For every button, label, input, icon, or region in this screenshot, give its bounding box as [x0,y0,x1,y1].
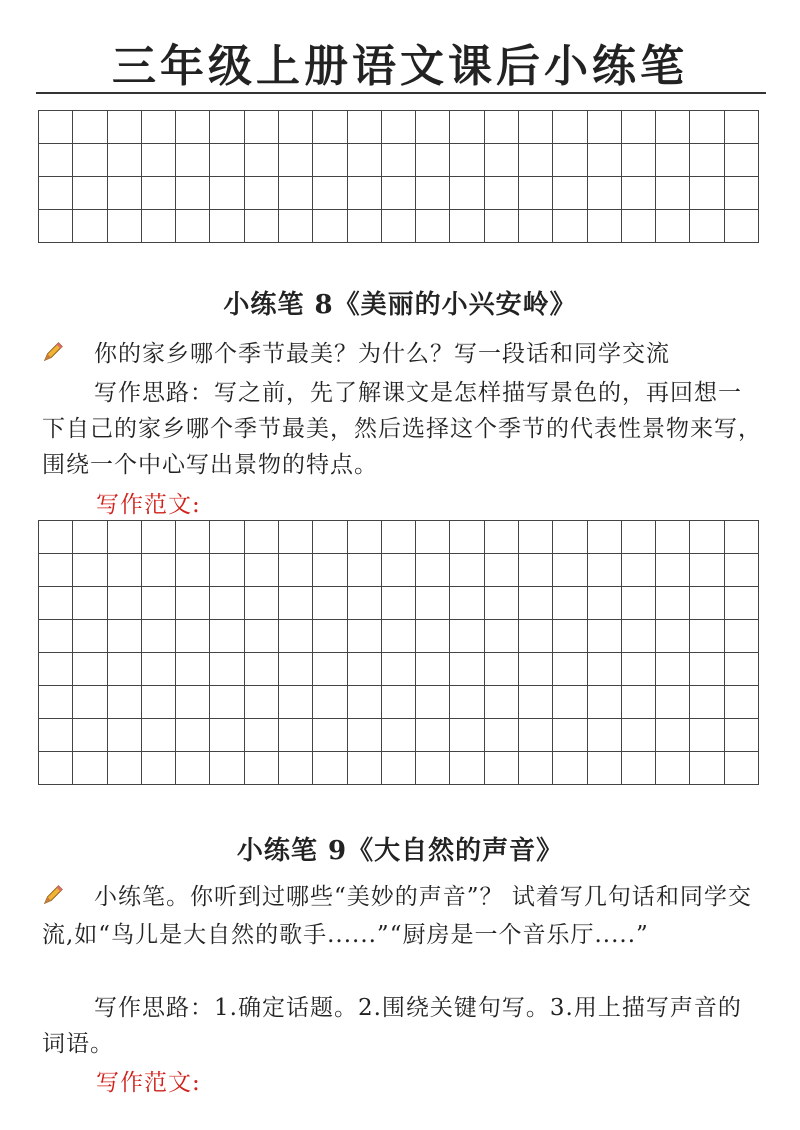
grid-cell[interactable] [656,752,690,785]
grid-cell[interactable] [108,686,142,719]
grid-cell[interactable] [382,686,416,719]
section-8-prompt [42,336,764,372]
grid-cell[interactable] [210,111,244,144]
grid-cell[interactable] [416,144,450,177]
grid-cell[interactable] [656,620,690,653]
page-title: 三年级上册语文课后小练笔 [112,41,688,92]
grid-cell[interactable] [348,554,382,587]
grid-cell[interactable] [108,521,142,554]
grid-cell[interactable] [73,177,107,210]
grid-cell[interactable] [210,144,244,177]
grid-cell[interactable] [245,144,279,177]
grid-cell[interactable] [279,111,313,144]
grid-cell[interactable] [416,752,450,785]
grid-cell[interactable] [176,111,210,144]
grid-cell[interactable] [348,686,382,719]
grid-cell[interactable] [382,111,416,144]
grid-cell[interactable] [39,587,73,620]
grid-cell[interactable] [519,587,553,620]
grid-cell[interactable] [519,620,553,653]
grid-cell[interactable] [690,653,724,686]
grid-cell[interactable] [485,752,519,785]
grid-cell[interactable] [690,111,724,144]
grid-cell[interactable] [725,210,759,243]
grid-cell[interactable] [588,144,622,177]
grid-cell[interactable] [279,210,313,243]
grid-cell[interactable] [73,210,107,243]
grid-cell[interactable] [690,620,724,653]
grid-cell[interactable] [450,521,484,554]
grid-cell[interactable] [622,752,656,785]
grid-cell[interactable] [485,521,519,554]
grid-cell[interactable] [382,752,416,785]
grid-cell[interactable] [39,686,73,719]
grid-cell[interactable] [39,653,73,686]
section-9-example-label: 写作范文: [96,1070,201,1096]
grid-cell[interactable] [416,686,450,719]
grid-cell[interactable] [519,111,553,144]
grid-cell[interactable] [622,144,656,177]
grid-cell[interactable] [656,554,690,587]
grid-cell[interactable] [313,686,347,719]
grid-cell[interactable] [279,177,313,210]
grid-cell[interactable] [416,554,450,587]
grid-cell[interactable] [210,587,244,620]
grid-cell[interactable] [210,177,244,210]
grid-cell[interactable] [588,554,622,587]
grid-cell[interactable] [622,620,656,653]
grid-cell[interactable] [348,521,382,554]
grid-cell[interactable] [382,521,416,554]
grid-cell[interactable] [725,653,759,686]
grid-cell[interactable] [279,719,313,752]
section-8-example-label: 写作范文: [96,492,201,518]
grid-cell[interactable] [279,620,313,653]
grid-cell[interactable] [313,752,347,785]
grid-cell[interactable] [210,521,244,554]
grid-cell[interactable] [485,210,519,243]
grid-cell[interactable] [313,144,347,177]
grid-cell[interactable] [485,587,519,620]
grid-cell[interactable] [656,177,690,210]
grid-cell[interactable] [553,111,587,144]
grid-cell[interactable] [690,210,724,243]
grid-cell[interactable] [450,177,484,210]
grid-cell[interactable] [73,521,107,554]
grid-cell[interactable] [176,719,210,752]
writing-grid-top[interactable] [38,110,759,243]
grid-cell[interactable] [210,653,244,686]
grid-cell[interactable] [245,587,279,620]
grid-cell[interactable] [416,653,450,686]
grid-cell[interactable] [588,620,622,653]
grid-cell[interactable] [725,686,759,719]
grid-cell[interactable] [108,210,142,243]
grid-cell[interactable] [313,587,347,620]
grid-cell[interactable] [245,719,279,752]
grid-cell[interactable] [348,620,382,653]
grid-cell[interactable] [39,620,73,653]
grid-cell[interactable] [39,177,73,210]
grid-cell[interactable] [73,653,107,686]
title-underline [36,92,766,94]
grid-cell[interactable] [725,111,759,144]
grid-cell[interactable] [416,719,450,752]
grid-cell[interactable] [690,719,724,752]
grid-cell[interactable] [348,144,382,177]
grid-cell[interactable] [622,177,656,210]
grid-cell[interactable] [382,620,416,653]
grid-cell[interactable] [553,686,587,719]
grid-cell[interactable] [382,587,416,620]
grid-cell[interactable] [485,686,519,719]
grid-cell[interactable] [142,752,176,785]
grid-cell[interactable] [313,554,347,587]
grid-cell[interactable] [73,620,107,653]
grid-cell[interactable] [142,554,176,587]
grid-cell[interactable] [553,587,587,620]
pencil-icon [42,341,64,363]
grid-cell[interactable] [313,177,347,210]
grid-cell[interactable] [279,144,313,177]
grid-cell[interactable] [588,587,622,620]
grid-cell[interactable] [210,620,244,653]
grid-cell[interactable] [416,111,450,144]
grid-cell[interactable] [382,719,416,752]
grid-cell[interactable] [656,210,690,243]
grid-cell[interactable] [142,111,176,144]
grid-cell[interactable] [108,653,142,686]
grid-cell[interactable] [416,587,450,620]
grid-cell[interactable] [690,177,724,210]
grid-cell[interactable] [176,587,210,620]
grid-cell[interactable] [519,177,553,210]
grid-cell[interactable] [656,686,690,719]
grid-cell[interactable] [39,752,73,785]
grid-cell[interactable] [519,719,553,752]
grid-cell[interactable] [622,686,656,719]
grid-cell[interactable] [725,752,759,785]
grid-cell[interactable] [245,111,279,144]
grid-cell[interactable] [176,653,210,686]
grid-cell[interactable] [108,177,142,210]
grid-cell[interactable] [382,210,416,243]
section-9-title: 小练笔 9《大自然的声音》 [236,836,564,866]
grid-cell[interactable] [348,111,382,144]
grid-cell[interactable] [73,752,107,785]
grid-cell[interactable] [382,554,416,587]
grid-cell[interactable] [73,587,107,620]
grid-cell[interactable] [588,210,622,243]
grid-cell[interactable] [176,177,210,210]
section-9-prompt-text: 小练笔。你听到过哪些“美妙的声音”？ 试着写几句话和同学交流,如“鸟儿是大自然的歌手......”“厨房是一个音乐厅.....” [42,884,752,948]
grid-cell[interactable] [176,752,210,785]
grid-cell[interactable] [725,620,759,653]
grid-cell[interactable] [485,177,519,210]
grid-cell[interactable] [382,653,416,686]
grid-cell[interactable] [108,111,142,144]
section-8-tip: 写作思路：写之前，先了解课文是怎样描写景色的，再回想一下自己的家乡哪个季节最美，然后选择这个季节的代表性景物来写，围绕一个中心写出景物的特点。 [42,380,762,478]
grid-cell[interactable] [279,521,313,554]
grid-cell[interactable] [622,554,656,587]
grid-cell[interactable] [382,144,416,177]
grid-cell[interactable] [108,587,142,620]
grid-cell[interactable] [690,686,724,719]
grid-cell[interactable] [210,752,244,785]
grid-cell[interactable] [142,144,176,177]
grid-cell[interactable] [519,210,553,243]
grid-cell[interactable] [725,144,759,177]
grid-cell[interactable] [39,554,73,587]
grid-cell[interactable] [588,177,622,210]
grid-cell[interactable] [450,752,484,785]
grid-cell[interactable] [622,210,656,243]
grid-cell[interactable] [245,620,279,653]
grid-cell[interactable] [622,719,656,752]
grid-cell[interactable] [519,653,553,686]
grid-cell[interactable] [450,144,484,177]
grid-cell[interactable] [108,719,142,752]
grid-cell[interactable] [176,521,210,554]
grid-cell[interactable] [588,521,622,554]
grid-cell[interactable] [725,719,759,752]
grid-cell[interactable] [39,144,73,177]
section-8-prompt-text: 你的家乡哪个季节最美？为什么？写一段话和同学交流 [94,341,670,367]
grid-cell[interactable] [622,111,656,144]
section-9-tip: 写作思路：1.确定话题。2.围绕关键句写。3.用上描写声音的词语。 [42,995,742,1057]
grid-cell[interactable] [588,686,622,719]
grid-cell[interactable] [279,653,313,686]
grid-cell[interactable] [725,521,759,554]
grid-cell[interactable] [382,177,416,210]
grid-cell[interactable] [348,752,382,785]
grid-cell[interactable] [245,521,279,554]
grid-cell[interactable] [108,620,142,653]
grid-cell[interactable] [450,587,484,620]
grid-cell[interactable] [279,752,313,785]
grid-cell[interactable] [348,587,382,620]
section-8-title: 小练笔 8《美丽的小兴安岭》 [223,290,577,320]
grid-cell[interactable] [313,521,347,554]
grid-cell[interactable] [279,587,313,620]
grid-cell[interactable] [142,653,176,686]
grid-cell[interactable] [142,719,176,752]
grid-cell[interactable] [245,210,279,243]
grid-cell[interactable] [142,521,176,554]
grid-cell[interactable] [313,620,347,653]
grid-cell[interactable] [690,587,724,620]
grid-cell[interactable] [519,521,553,554]
grid-cell[interactable] [245,752,279,785]
grid-cell[interactable] [210,686,244,719]
grid-cell[interactable] [553,752,587,785]
grid-cell[interactable] [519,554,553,587]
grid-cell[interactable] [553,144,587,177]
grid-cell[interactable] [39,111,73,144]
grid-cell[interactable] [39,210,73,243]
grid-cell[interactable] [690,521,724,554]
grid-cell[interactable] [690,144,724,177]
grid-cell[interactable] [142,210,176,243]
pencil-icon [42,884,64,906]
grid-cell[interactable] [245,554,279,587]
grid-cell[interactable] [485,144,519,177]
grid-cell[interactable] [73,719,107,752]
grid-cell[interactable] [725,587,759,620]
grid-cell[interactable] [416,521,450,554]
grid-cell[interactable] [519,144,553,177]
grid-cell[interactable] [210,210,244,243]
grid-cell[interactable] [553,653,587,686]
grid-cell[interactable] [142,587,176,620]
grid-cell[interactable] [588,111,622,144]
grid-cell[interactable] [450,719,484,752]
grid-cell[interactable] [622,587,656,620]
grid-cell[interactable] [450,210,484,243]
grid-cell[interactable] [656,719,690,752]
grid-cell[interactable] [725,554,759,587]
grid-cell[interactable] [519,686,553,719]
grid-cell[interactable] [485,653,519,686]
grid-cell[interactable] [39,521,73,554]
grid-cell[interactable] [553,719,587,752]
grid-cell[interactable] [39,719,73,752]
grid-cell[interactable] [142,177,176,210]
grid-cell[interactable] [450,554,484,587]
grid-cell[interactable] [245,686,279,719]
grid-cell[interactable] [245,177,279,210]
grid-cell[interactable] [450,653,484,686]
grid-cell[interactable] [313,111,347,144]
grid-cell[interactable] [108,752,142,785]
grid-cell[interactable] [553,554,587,587]
grid-cell[interactable] [588,719,622,752]
grid-cell[interactable] [73,144,107,177]
grid-cell[interactable] [656,111,690,144]
grid-cell[interactable] [73,111,107,144]
grid-cell[interactable] [348,653,382,686]
grid-cell[interactable] [690,554,724,587]
grid-cell[interactable] [348,210,382,243]
grid-cell[interactable] [313,210,347,243]
grid-cell[interactable] [73,554,107,587]
grid-cell[interactable] [450,111,484,144]
grid-cell[interactable] [622,653,656,686]
grid-cell[interactable] [416,210,450,243]
grid-cell[interactable] [348,177,382,210]
grid-cell[interactable] [519,752,553,785]
grid-cell[interactable] [176,210,210,243]
grid-cell[interactable] [553,521,587,554]
grid-cell[interactable] [553,210,587,243]
grid-cell[interactable] [588,752,622,785]
grid-cell[interactable] [279,686,313,719]
grid-cell[interactable] [416,620,450,653]
grid-cell[interactable] [348,719,382,752]
grid-cell[interactable] [176,144,210,177]
grid-cell[interactable] [656,144,690,177]
grid-cell[interactable] [725,177,759,210]
grid-cell[interactable] [108,144,142,177]
grid-cell[interactable] [176,686,210,719]
grid-cell[interactable] [690,752,724,785]
grid-cell[interactable] [553,620,587,653]
grid-cell[interactable] [313,719,347,752]
grid-cell[interactable] [553,177,587,210]
grid-cell[interactable] [313,653,347,686]
grid-cell[interactable] [656,587,690,620]
writing-grid-section-8[interactable] [38,520,759,785]
grid-cell[interactable] [210,554,244,587]
grid-cell[interactable] [73,686,107,719]
grid-cell[interactable] [656,653,690,686]
grid-cell[interactable] [588,653,622,686]
grid-cell[interactable] [210,719,244,752]
grid-cell[interactable] [656,521,690,554]
grid-cell[interactable] [245,653,279,686]
grid-cell[interactable] [142,686,176,719]
grid-cell[interactable] [142,620,176,653]
grid-cell[interactable] [485,719,519,752]
grid-cell[interactable] [485,620,519,653]
grid-cell[interactable] [176,620,210,653]
section-9-prompt [42,878,764,954]
grid-cell[interactable] [176,554,210,587]
grid-cell[interactable] [279,554,313,587]
grid-cell[interactable] [108,554,142,587]
grid-cell[interactable] [416,177,450,210]
grid-cell[interactable] [485,554,519,587]
grid-cell[interactable] [485,111,519,144]
grid-cell[interactable] [622,521,656,554]
grid-cell[interactable] [450,686,484,719]
grid-cell[interactable] [450,620,484,653]
